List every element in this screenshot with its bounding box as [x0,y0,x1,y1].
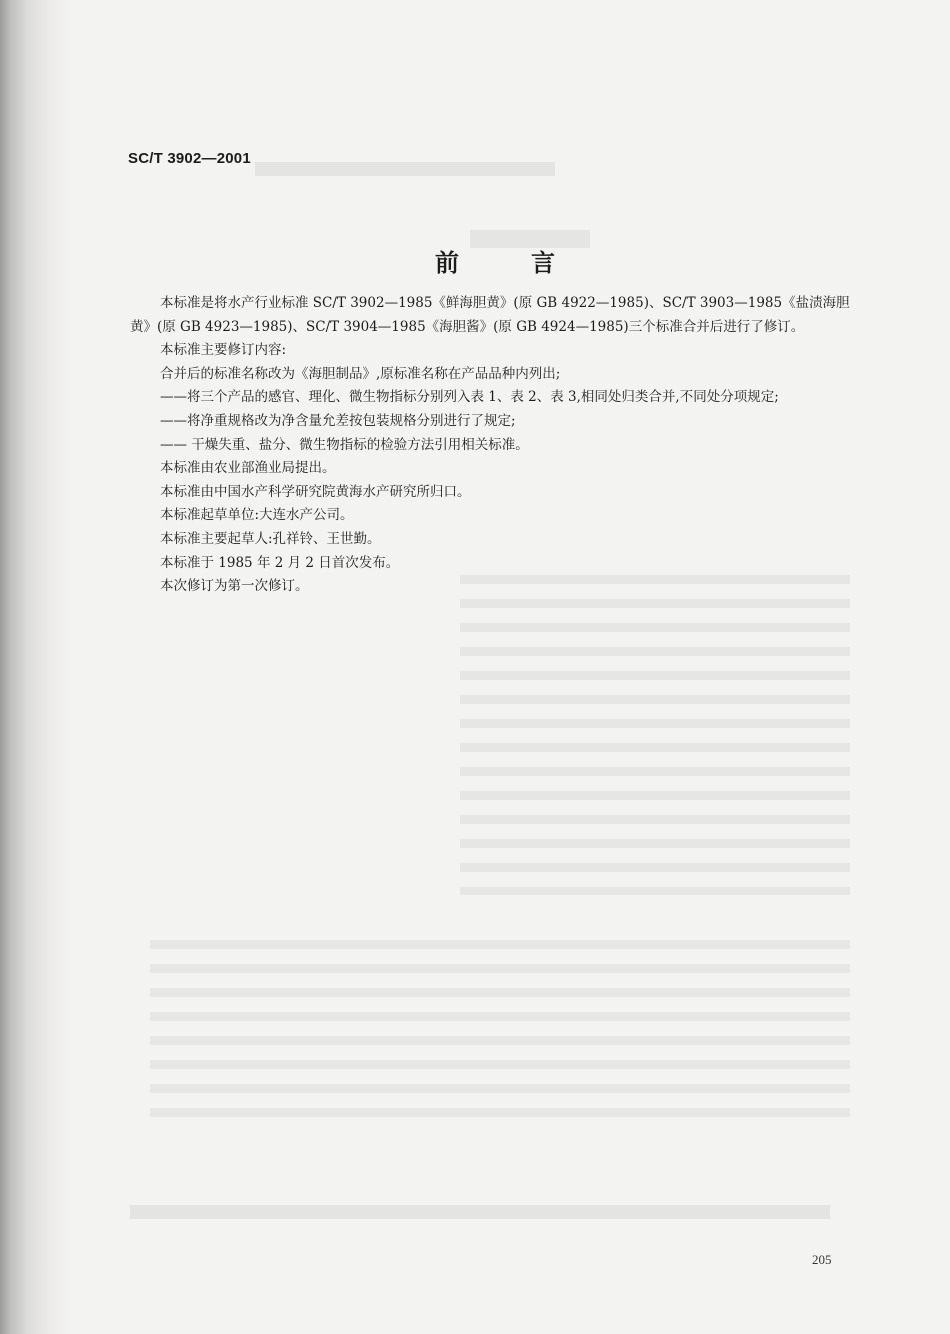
paragraph: 本标准于 1985 年 2 月 2 日首次发布。 [160,554,400,571]
paragraph: 合并后的标准名称改为《海胆制品》,原标准名称在产品品种内列出; [160,365,561,382]
paragraph: 本标准起草单位:大连水产公司。 [160,507,354,524]
list-item: ——将净重规格改为净含量允差按包装规格分别进行了规定; [160,412,516,429]
list-item: ——将三个产品的感官、理化、微生物指标分别列入表 1、表 2、表 3,相同处归类合并,不同处分项规定; [160,389,779,406]
paragraph: 本标准主要起草人:孔祥铃、王世勤。 [160,530,381,547]
title-char-1: 前 [435,248,459,277]
list-item: —— 干燥失重、盐分、微生物指标的检验方法引用相关标准。 [160,436,529,453]
page-number: 205 [812,1252,832,1267]
bleed-through-decoration [460,575,850,895]
paragraph: 本标准主要修订内容: [160,342,287,359]
paragraph: 本标准由农业部渔业局提出。 [160,460,336,477]
bleed-through-decoration [255,162,555,176]
page-title [435,243,555,278]
paragraph: 本标准由中国水产科学研究院黄海水产研究所归口。 [160,483,471,500]
paragraph: 本标准是将水产行业标准 SC/T 3902—1985《鲜海胆黄》(原 GB 4922—1985)、SC/T 3903—1985《盐渍海胆黄》(原 GB 4923—1985)、SC/T 3904—1985《海胆酱》(原 GB 4924—1985)三个标准合并后进行了修订。 [130,295,850,335]
bleed-through-decoration [150,940,850,1120]
title-char-2: 言 [531,248,555,277]
paragraph: 本次修订为第一次修订。 [160,578,309,595]
standard-code: SC/T 3902—2001 [128,150,251,167]
bleed-through-decoration [130,1205,830,1219]
foreword-body [130,292,860,599]
